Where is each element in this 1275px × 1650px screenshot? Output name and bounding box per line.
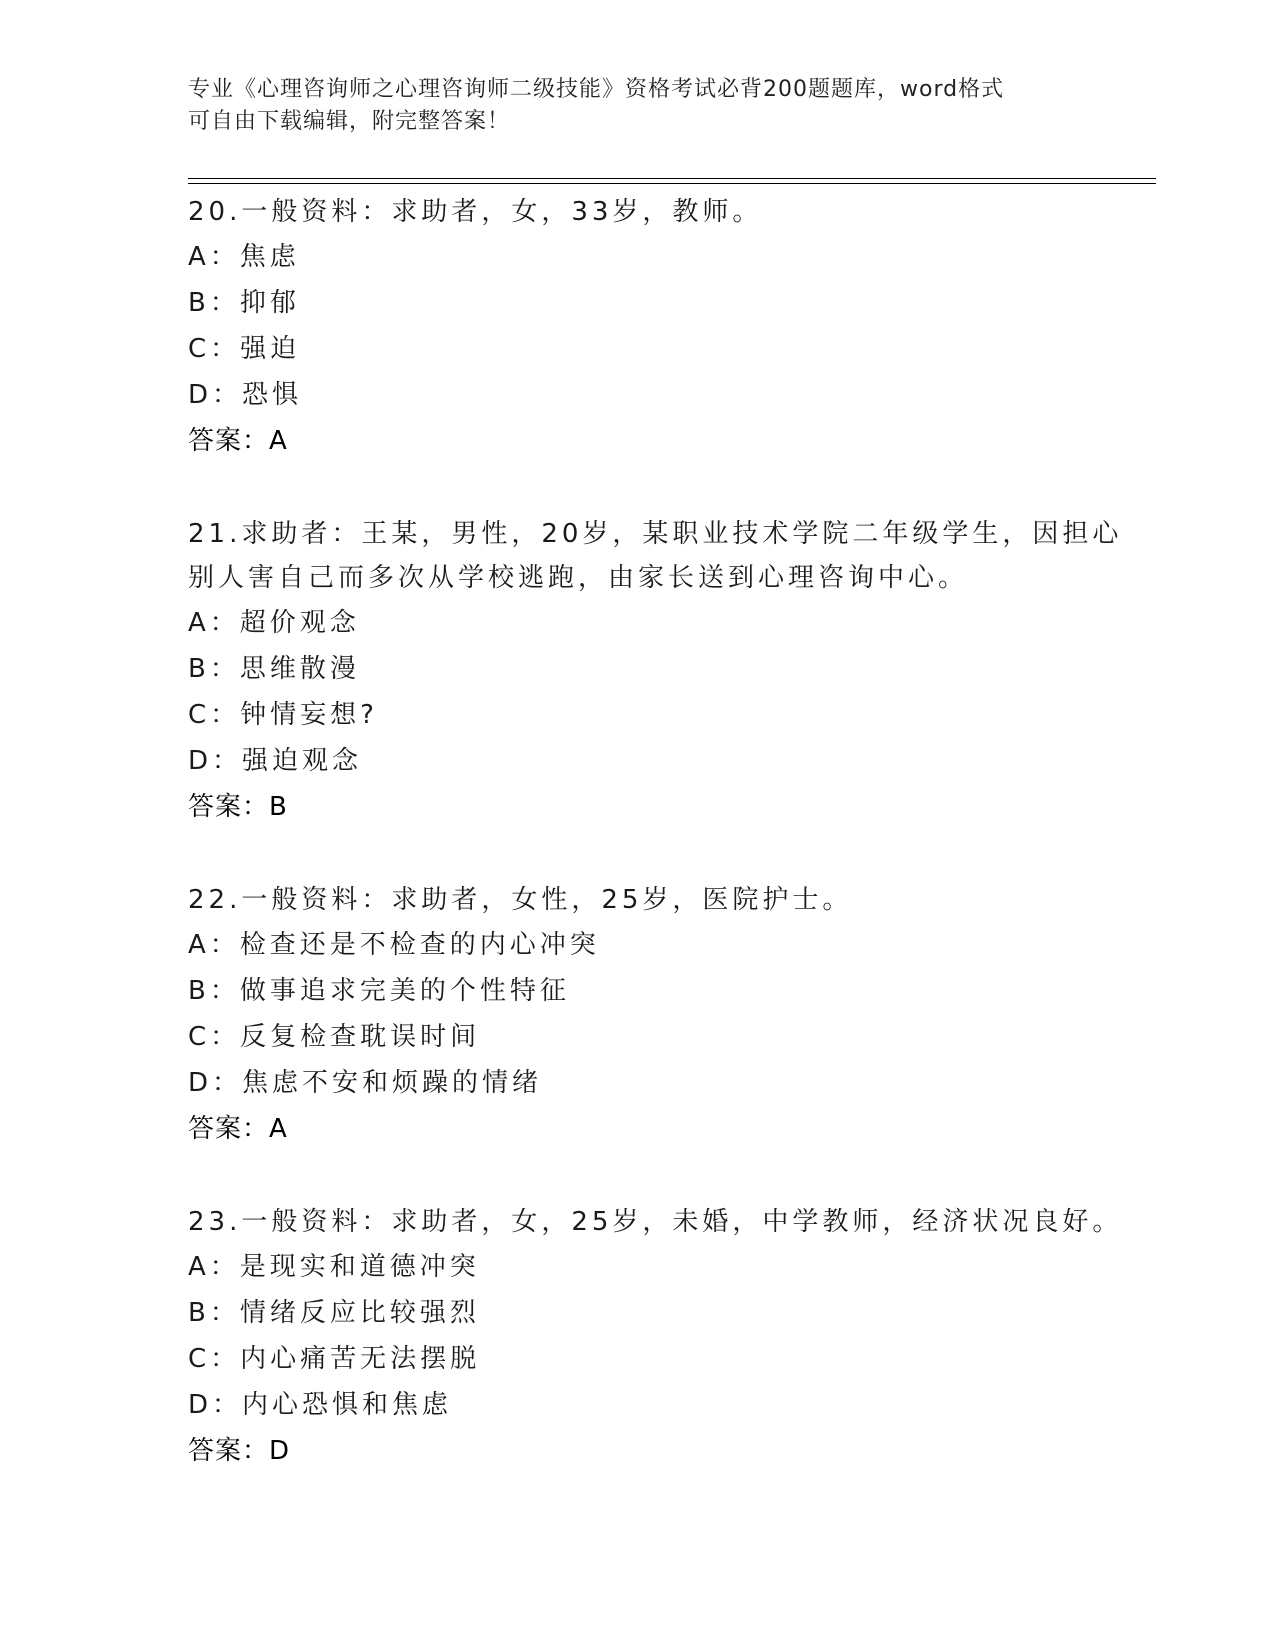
question-text: 20.一般资料：求助者，女，33岁，教师。 <box>188 197 763 227</box>
option-a: A：超价观念 <box>188 608 360 638</box>
question-22 <box>188 878 1148 1152</box>
header-divider-top <box>188 178 1156 179</box>
option-b: B：抑郁 <box>188 288 300 318</box>
question-list <box>188 190 1148 1522</box>
option-d: D：恐惧 <box>188 380 303 410</box>
option-a: A：是现实和道德冲突 <box>188 1252 480 1282</box>
document-header <box>188 74 1088 138</box>
option-a: A：检查还是不检查的内心冲突 <box>188 930 600 960</box>
option-b: B：情绪反应比较强烈 <box>188 1298 480 1328</box>
answer-line: 答案：B <box>188 792 288 822</box>
option-d: D：强迫观念 <box>188 746 363 776</box>
question-text: 22.一般资料：求助者，女性，25岁，医院护士。 <box>188 885 853 915</box>
header-line-2: 可自由下载编辑，附完整答案！ <box>188 109 511 134</box>
option-d: D：内心恐惧和焦虑 <box>188 1390 453 1420</box>
question-20 <box>188 190 1148 464</box>
answer-line: 答案：A <box>188 1114 288 1144</box>
option-c: C：反复检查耽误时间 <box>188 1022 481 1052</box>
question-text: 23.一般资料：求助者，女，25岁，未婚，中学教师，经济状况良好。 <box>188 1207 1123 1237</box>
option-b: B：思维散漫 <box>188 654 360 684</box>
answer-line: 答案：A <box>188 426 288 456</box>
option-d: D：焦虑不安和烦躁的情绪 <box>188 1068 543 1098</box>
option-a: A：焦虑 <box>188 242 300 272</box>
option-c: C：钟情妄想? <box>188 700 378 730</box>
option-c: C：强迫 <box>188 334 301 364</box>
question-21 <box>188 512 1148 830</box>
option-b: B：做事追求完美的个性特征 <box>188 976 570 1006</box>
answer-line: 答案：D <box>188 1436 291 1466</box>
question-23 <box>188 1200 1148 1474</box>
header-line-1: 专业《心理咨询师之心理咨询师二级技能》资格考试必背200题题库，word格式 <box>188 77 1005 102</box>
question-text: 21.求助者：王某，男性，20岁，某职业技术学院二年级学生，因担心别人害自己而多次从学校逃跑，由家长送到心理咨询中心。 <box>188 519 1123 593</box>
header-divider-bottom <box>188 183 1156 184</box>
option-c: C：内心痛苦无法摆脱 <box>188 1344 481 1374</box>
